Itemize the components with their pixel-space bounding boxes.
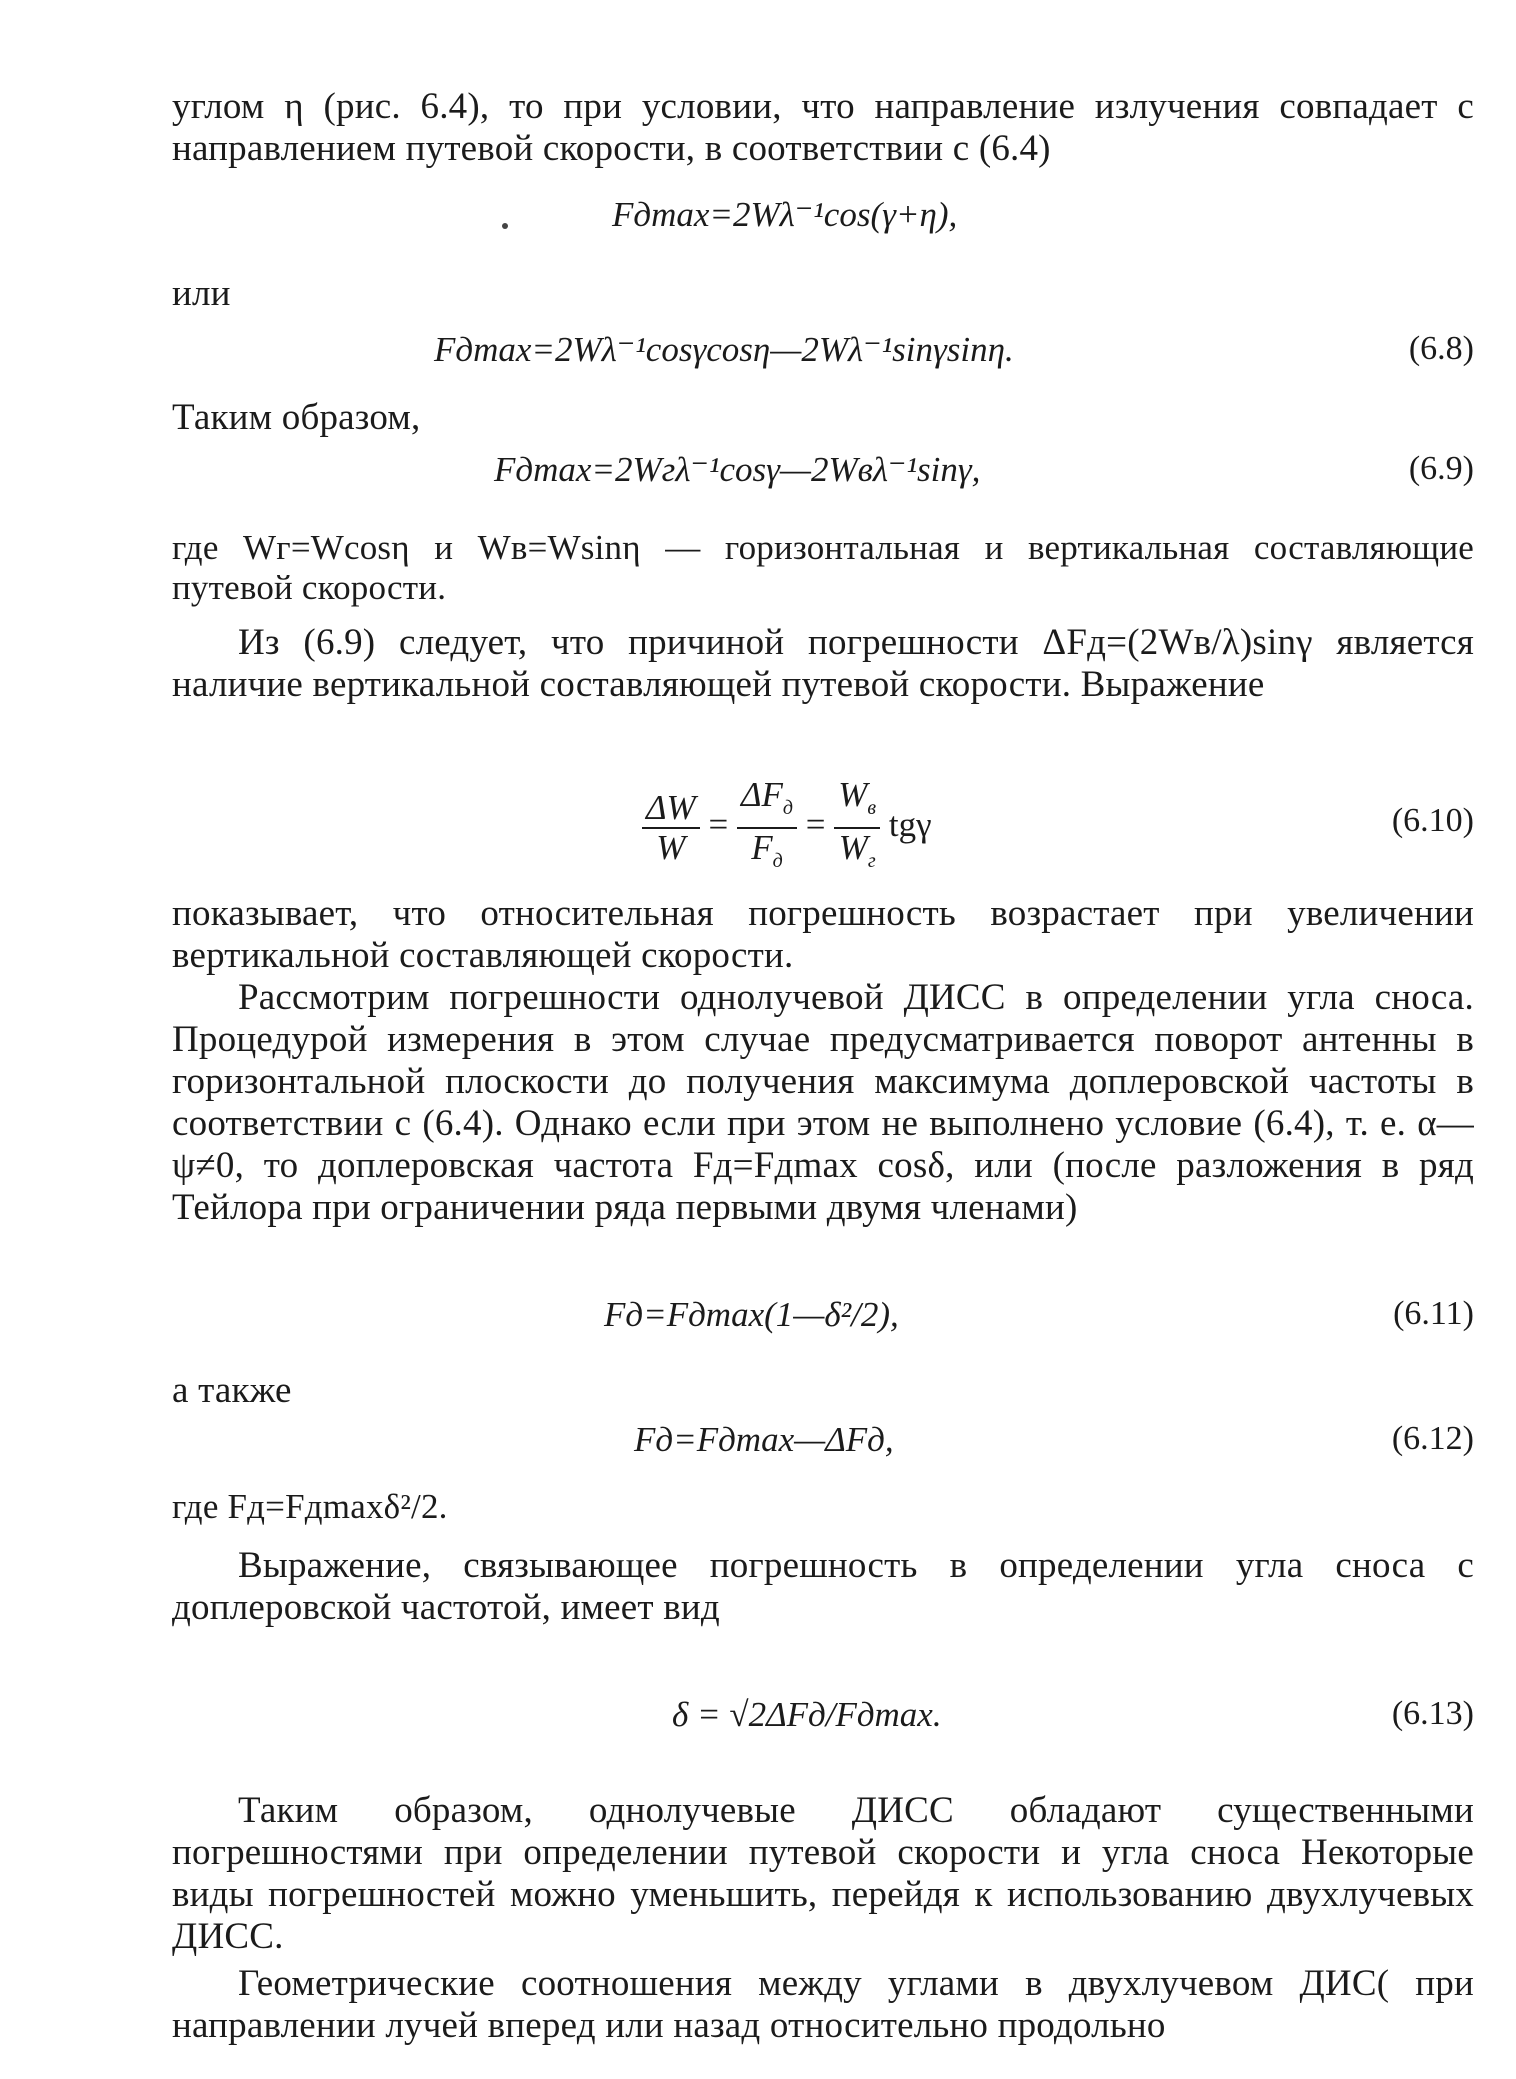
- paragraph-thus: Таким образом,: [172, 397, 421, 438]
- equation-6-13: [172, 1695, 1474, 1755]
- equation-number: (6.13): [1391, 1695, 1474, 1732]
- paragraph-intro: углом η (рис. 6.4), то при условии, что направление излучения совпадает с направлением путевой скорости, в соответствии с (6.4): [172, 86, 1474, 169]
- paragraph-shows: показывает, что относительная погрешность возрастает при увеличении вертикальной составляющей скорости.: [172, 893, 1474, 976]
- paragraph-where-fd: где Fд=Fдmaxδ²/2.: [172, 1487, 448, 1526]
- equation-6-10: [172, 776, 1474, 876]
- paragraph-consider: Рассмотрим погрешности однолучевой ДИСС в определении угла сноса. Процедурой измерения в этом случае предусматривается поворот антенны в горизонтальной плоскости до получения максимума доплеровской частоты в соответствии с (6.4). Однако если при этом не выполнено условие (6.4), т. е. α—ψ≠0, то доплеровская частота Fд=Fдmax cosδ, или (после разложения в ряд Тейлора при ограничении ряда первыми двумя членами): [172, 977, 1474, 1228]
- equation-number: (6.10): [1391, 802, 1474, 839]
- paragraph-geometric: Геометрические соотношения между углами в двухлучевом ДИС( при направлении лучей вперед или назад относительно продольно: [172, 1963, 1474, 2046]
- paragraph-from-6-9: Из (6.9) следует, что причиной погрешности ΔFд=(2Wв/λ)sinγ является наличие вертикальной составляющей путевой скорости. Выражение: [172, 622, 1474, 705]
- paragraph-expression: Выражение, связывающее погрешность в определении угла сноса с доплеровской частотой, имеет вид: [172, 1545, 1474, 1628]
- equation-text: Fд=Fдmax(1—δ²/2),: [604, 1295, 899, 1334]
- equation-6-8: [172, 330, 1474, 390]
- fraction-dfd-fd: $\frac{\Delta F_д}{F_д}$: [737, 776, 797, 880]
- equation-text: Fд=Fдmax—ΔFд,: [634, 1420, 894, 1459]
- equation-fdmax-1: [172, 195, 1474, 255]
- equation-number: (6.12): [1391, 1420, 1474, 1457]
- equation-text: $\frac{\Delta W}{W}$ = $\frac{\Delta F_д}{F_д}$ = $\frac{W_в}{W_г}$ tgγ: [642, 776, 932, 880]
- equation-6-9: [172, 450, 1474, 510]
- paragraph-also: а также: [172, 1370, 292, 1411]
- equation-number: (6.9): [1408, 450, 1474, 487]
- equation-number: (6.8): [1408, 330, 1474, 367]
- ink-speck: [502, 223, 508, 229]
- fraction-wv-wg: $\frac{W_в}{W_г}$: [834, 776, 880, 880]
- fraction-dw-w: $\frac{\Delta W}{W}$: [642, 789, 700, 867]
- equation-text: δ = √2ΔFд/Fдmax.: [672, 1695, 942, 1734]
- equation-6-11: [172, 1295, 1474, 1355]
- paragraph-where-wg: где Wг=Wcosη и Wв=Wsinη — горизонтальная и вертикальная составляющие путевой скорости.: [172, 528, 1474, 607]
- equation-text: Fдmax=2Wλ⁻¹cos(γ+η),: [612, 195, 958, 234]
- equation-number: (6.11): [1393, 1295, 1474, 1332]
- paragraph-single-beam: Таким образом, однолучевые ДИСС обладают существенными погрешностями при определении путевой скорости и угла сноса Некоторые виды погрешностей можно уменьшить, перейдя к использованию двухлучевых ДИСС.: [172, 1790, 1474, 1957]
- equation-6-12: [172, 1420, 1474, 1480]
- equation-text: Fдmax=2Wλ⁻¹cosγcosη—2Wλ⁻¹sinγsinη.: [434, 330, 1014, 369]
- paragraph-or: или: [172, 273, 231, 314]
- equation-text: Fдmax=2Wгλ⁻¹cosγ—2Wвλ⁻¹sinγ,: [494, 450, 981, 489]
